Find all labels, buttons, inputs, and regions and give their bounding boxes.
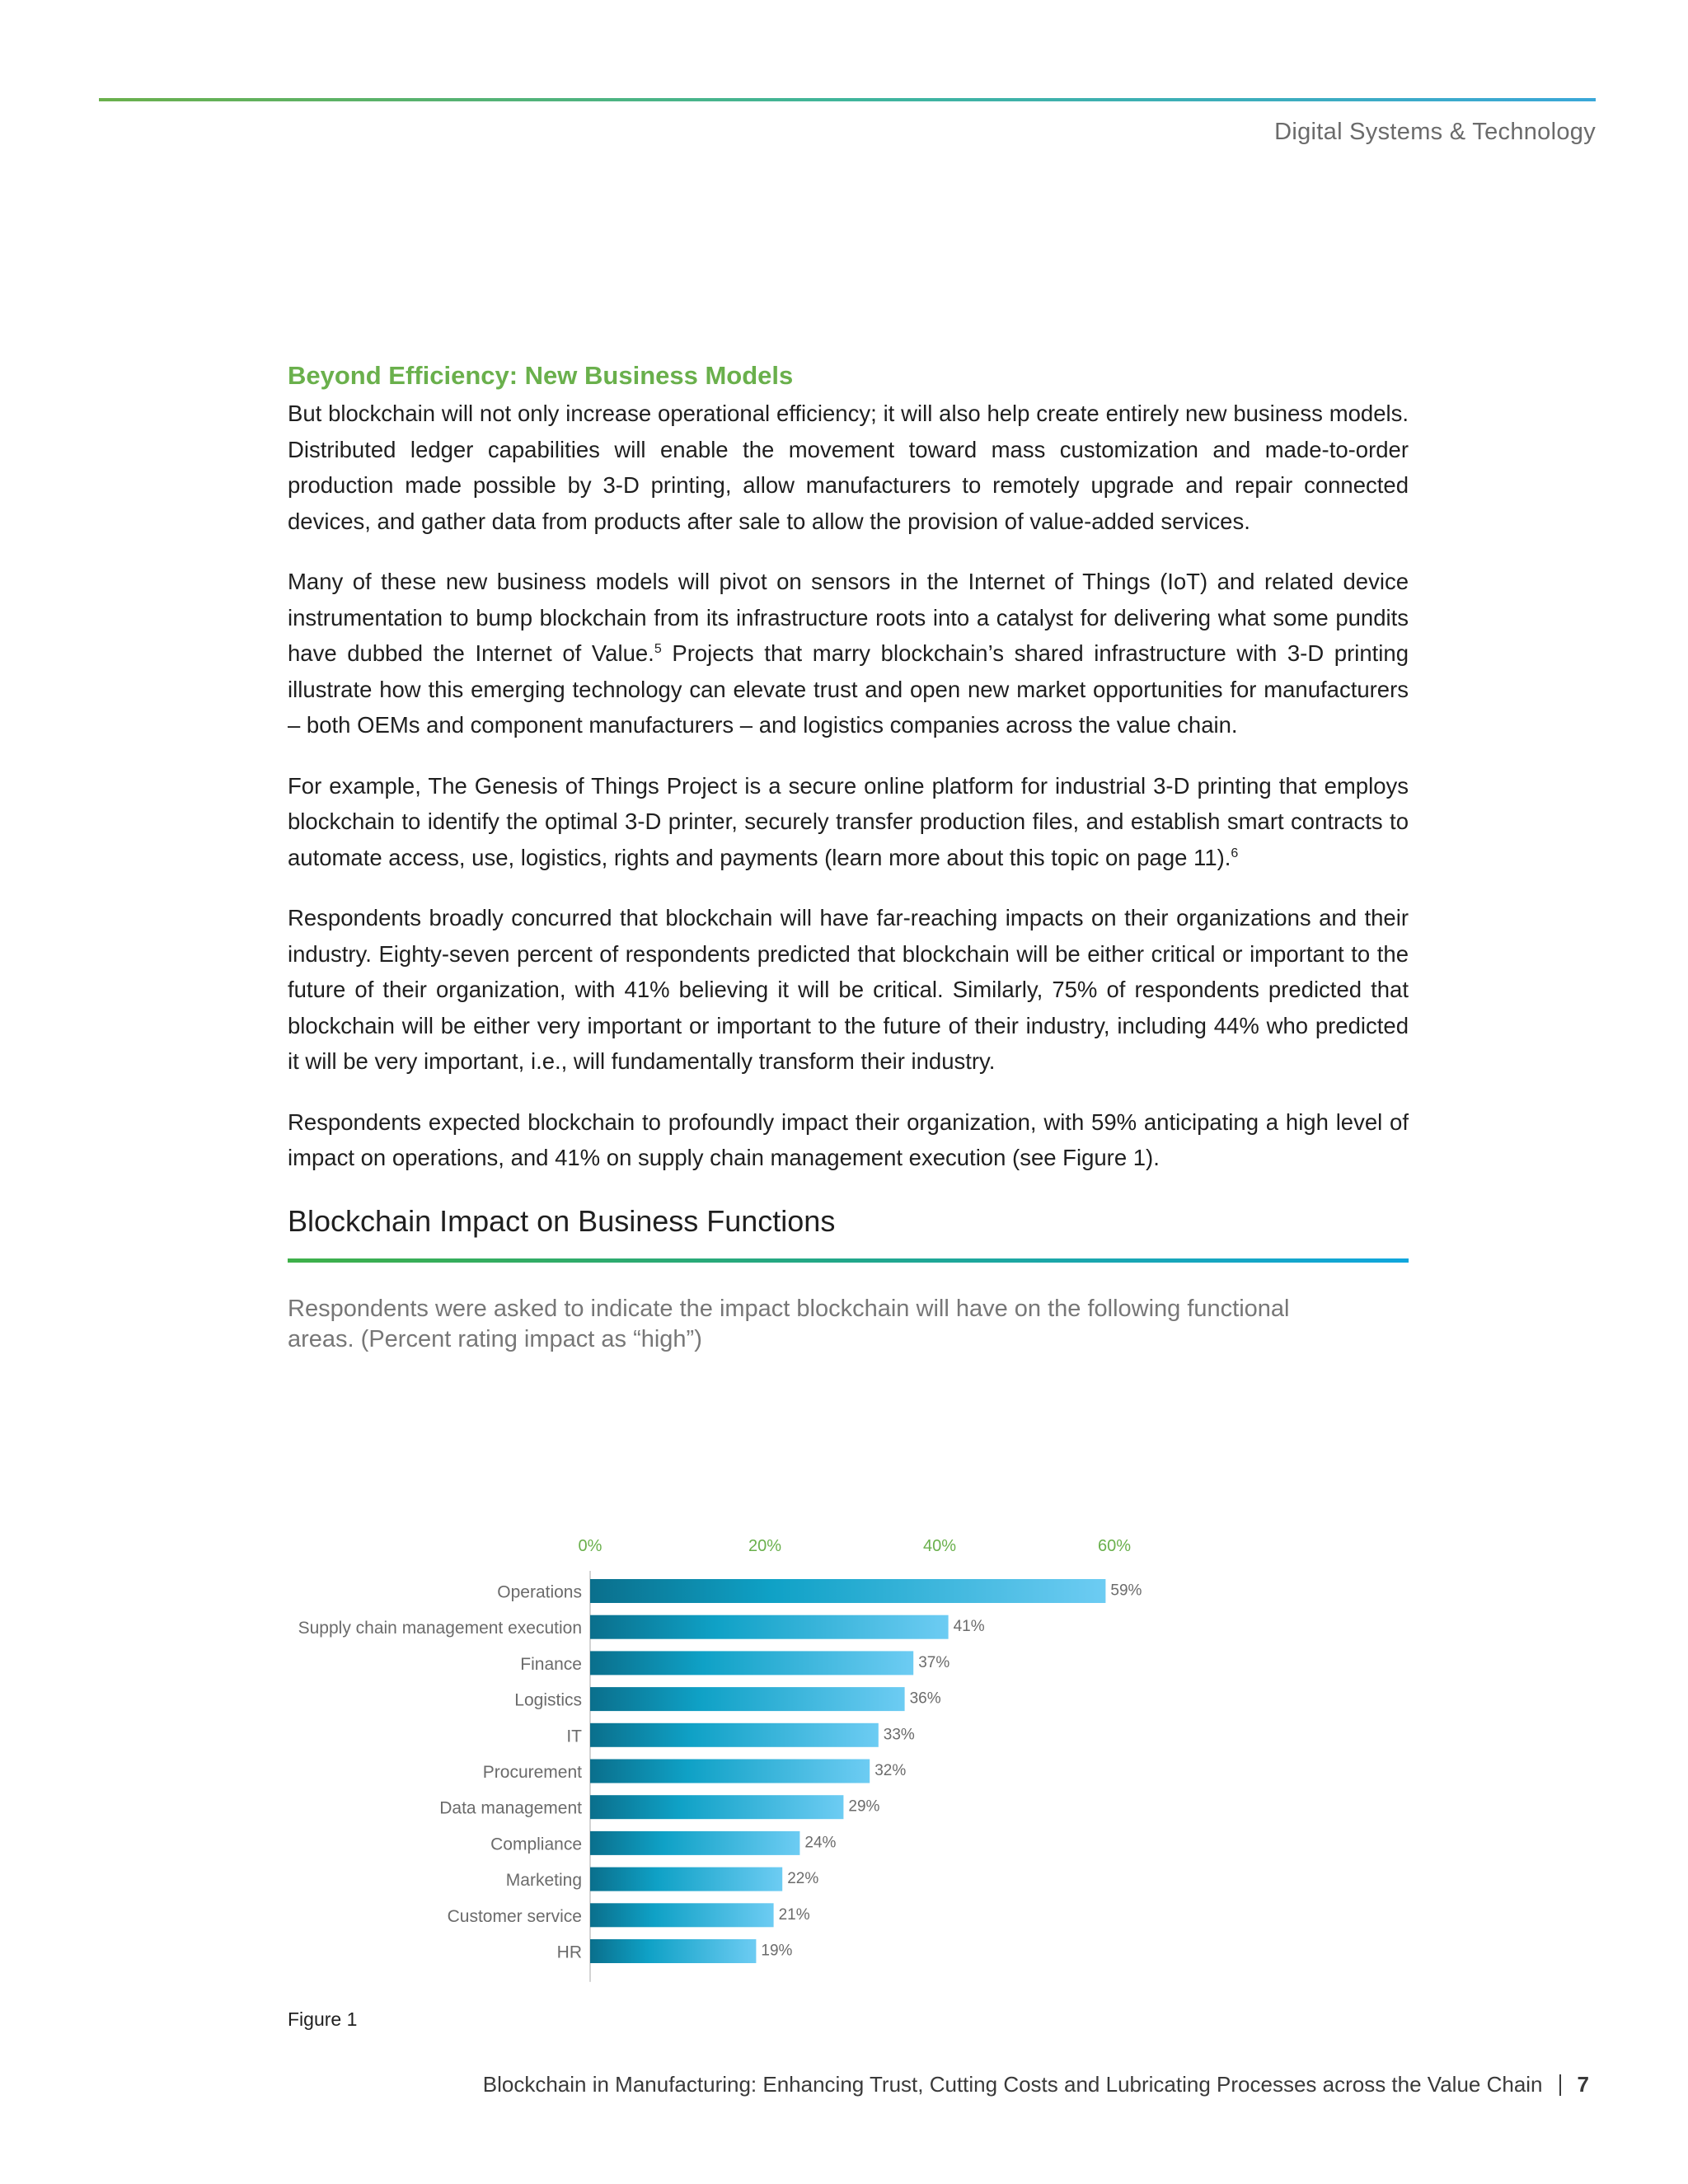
value-label: 19% [761, 1942, 793, 1960]
category-label: Marketing [505, 1871, 582, 1891]
figure-title: Blockchain Impact on Business Functions [288, 1203, 836, 1238]
page-number: 7 [1577, 2072, 1589, 2097]
section-heading: Beyond Efficiency: New Business Models [288, 361, 794, 390]
figure-description: Respondents were asked to indicate the impact blockchain will have on the following functional areas. (Percent rating impact as “high”) [288, 1295, 1290, 1352]
bar [590, 1615, 949, 1639]
figure-rule [288, 1258, 1409, 1263]
figure-caption: Figure 1 [288, 2008, 358, 2030]
x-tick-label: 60% [1097, 1537, 1132, 1555]
bar [590, 1831, 799, 1855]
bar [590, 1795, 843, 1819]
bar [590, 1903, 774, 1927]
category-label: Compliance [490, 1835, 582, 1854]
bar [590, 1868, 782, 1891]
footer-divider [1559, 2074, 1561, 2096]
article-body [288, 361, 1409, 1355]
bar [590, 1723, 879, 1747]
category-label: Finance [520, 1654, 582, 1674]
value-label: 21% [778, 1905, 810, 1924]
footnote-ref[interactable]: 6 [1231, 846, 1239, 860]
category-label: Data management [439, 1798, 582, 1818]
value-label: 29% [848, 1797, 880, 1816]
bar [590, 1579, 1105, 1603]
category-label: Logistics [514, 1690, 582, 1710]
value-label: 22% [787, 1870, 819, 1888]
paragraph-2: Many of these new business models will pivot on sensors in the Internet of Things (IoT) and related device instrumentation to bump blockchain from its infrastructure roots into a catalyst for delivering what some pundits have dubbed the Internet of Value.$^5$ Projects that marry blockchain’s shared infrastructure with 3-D printing illustrate how this emerging technology can elevate trust and open new market opportunities for manufacturers – both OEMs and component manufacturers – and logistics companies across the value chain. [288, 569, 1409, 738]
x-tick-label: 20% [748, 1537, 782, 1555]
bar [590, 1760, 870, 1783]
category-label: Procurement [482, 1763, 582, 1782]
category-label: Supply chain management execution [298, 1619, 582, 1638]
value-label: 33% [883, 1726, 915, 1744]
bar [590, 1651, 913, 1675]
x-tick-label: 40% [922, 1537, 957, 1555]
value-label: 36% [909, 1690, 941, 1708]
paragraph-4: Respondents broadly concurred that blockchain will have far-reaching impacts on their organizations and their industry. Eighty-seven percent of respondents predicted that blockchain will be either critical or important to the future of their organization, with 41% believing it will be critical. Similarly, 75% of respondents predicted that blockchain will be either very important or important to the future of their industry, including 44% who predicted it will be very important, i.e., will fundamentally transform their industry. [288, 905, 1409, 1074]
category-label: HR [556, 1943, 582, 1962]
category-label: Operations [497, 1582, 582, 1602]
paragraph-1: But blockchain will not only increase operational efficiency; it will also help create entirely new business models. Distributed ledger capabilities will enable the movement toward mass customization and made-to-order production made possible by 3-D printing, allow manufacturers to remotely upgrade and repair connected devices, and gather data from products after sale to allow the provision of value-added services. [288, 401, 1409, 534]
footer-doc-title: Blockchain in Manufacturing: Enhancing Trust, Cutting Costs and Lubricating Processes across the Value Chain [482, 2072, 1543, 2097]
value-label: 24% [804, 1834, 837, 1852]
bar [590, 1687, 905, 1711]
top-rule [99, 98, 1596, 101]
x-tick-label: 0% [578, 1537, 603, 1555]
category-label: Customer service [447, 1906, 582, 1926]
bar [590, 1939, 756, 1963]
value-label: 41% [953, 1618, 985, 1636]
section-label: Digital Systems & Technology [1274, 119, 1596, 145]
value-label: 32% [874, 1762, 907, 1779]
value-label: 37% [918, 1653, 950, 1671]
footer [483, 2072, 1589, 2097]
value-label: 59% [1110, 1582, 1142, 1600]
impact-bar-chart [0, 1533, 1688, 1994]
category-label: IT [566, 1727, 582, 1746]
paragraph-5: Respondents expected blockchain to profoundly impact their organization, with 59% anticipating a high level of impact on operations, and 41% on supply chain management execution (see Figure 1). [288, 1108, 1409, 1170]
paragraph-3: For example, The Genesis of Things Project is a secure online platform for industrial 3-D printing that employs blockchain to identify the optimal 3-D printer, securely transfer production files, and establish smart contracts to automate access, use, logistics, rights and payments (learn more about this topic on page 11).$^6$ [288, 772, 1409, 870]
footnote-ref[interactable]: 5 [654, 641, 662, 656]
